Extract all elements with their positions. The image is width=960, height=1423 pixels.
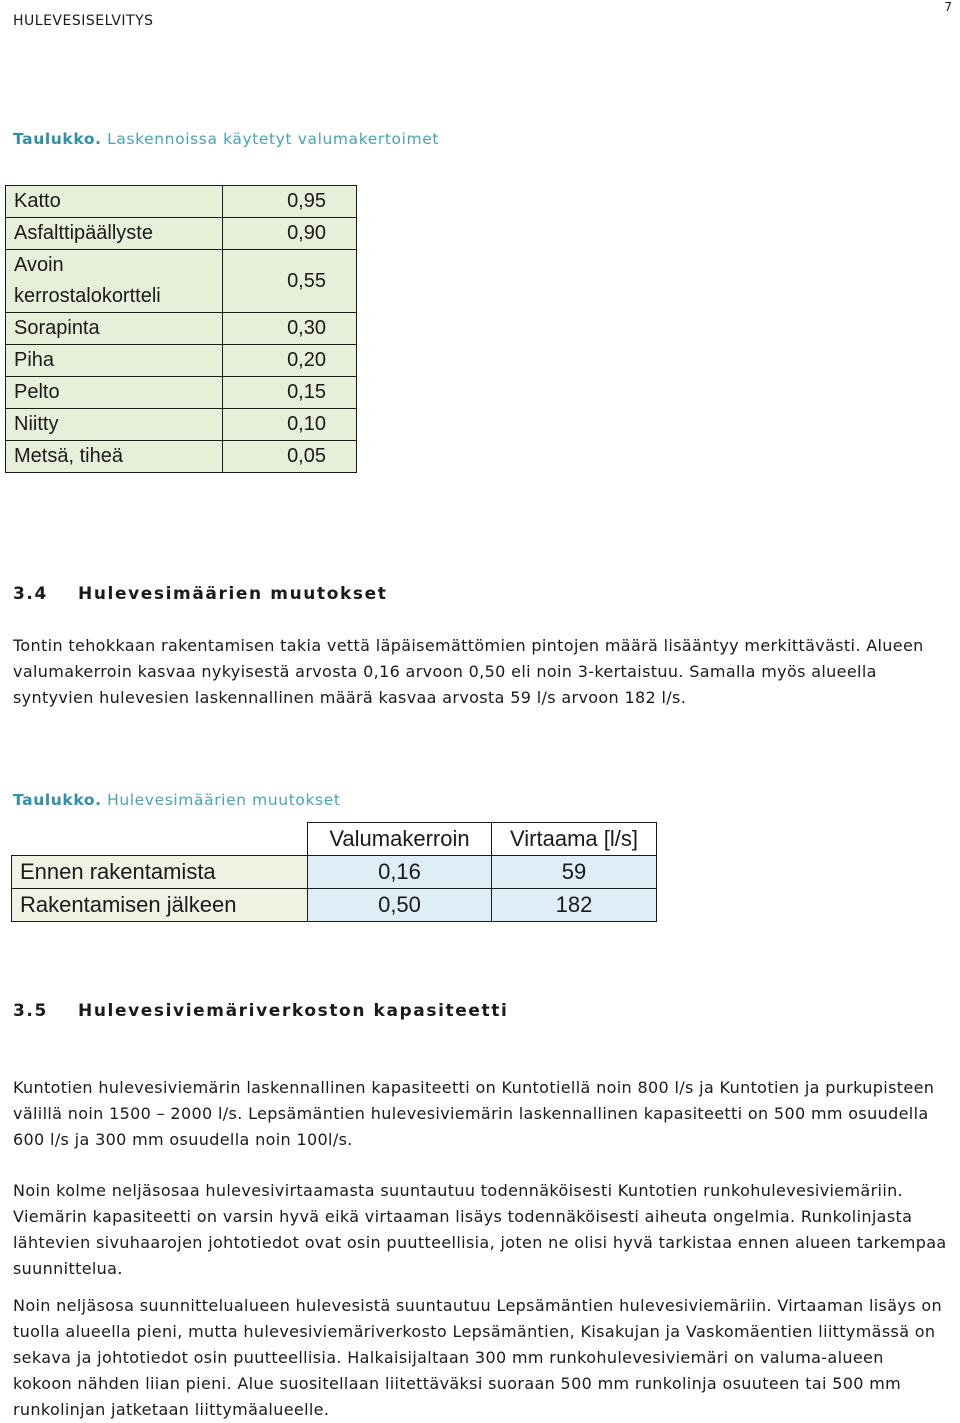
row-label: Ennen rakentamista xyxy=(12,856,308,889)
row-value: 0,90 xyxy=(223,218,357,250)
section-heading-3-4 xyxy=(13,584,387,604)
column-header: Virtaama [l/s] xyxy=(492,823,657,856)
section-heading-3-5 xyxy=(13,1001,508,1021)
row-label: Katto xyxy=(6,186,223,218)
stormwater-change-table xyxy=(11,822,657,922)
column-header: Valumakerroin xyxy=(308,823,492,856)
flow-cell: 59 xyxy=(492,856,657,889)
section-3-4-paragraph: Tontin tehokkaan rakentamisen takia vettä läpäisemättömien pintojen määrä lisääntyy merkittävästi. Alueen valumakerroin kasvaa nykyisestä arvosta 0,16 arvoon 0,50 eli noin 3-kertaistuu. Samalla myös alueella syntyvien hulevesien laskennallinen määrä kasvaa arvosta 59 l/s arvoon 182 l/s. xyxy=(13,636,924,707)
row-label: Rakentamisen jälkeen xyxy=(12,889,308,922)
table2-caption-text: Hulevesimäärien muutokset xyxy=(101,791,341,809)
flow-cell: 182 xyxy=(492,889,657,922)
row-label: Niitty xyxy=(6,409,223,441)
row-label: Asfalttipäällyste xyxy=(6,218,223,250)
page-number: 7 xyxy=(944,0,952,14)
section-title: Hulevesiviemäriverkoston kapasiteetti xyxy=(78,1001,509,1021)
table-row xyxy=(6,377,357,409)
section-number: 3.5 xyxy=(13,1001,48,1021)
table-row xyxy=(6,441,357,473)
row-label: Piha xyxy=(6,345,223,377)
table-header-row xyxy=(12,823,657,856)
row-value: 0,95 xyxy=(223,186,357,218)
table-row xyxy=(12,889,657,922)
row-label: Sorapinta xyxy=(6,313,223,345)
table-row xyxy=(6,218,357,250)
coefficient-cell: 0,50 xyxy=(308,889,492,922)
table1-caption-text: Laskennoissa käytetyt valumakertoimet xyxy=(101,130,440,148)
row-label: Pelto xyxy=(6,377,223,409)
runoff-coefficient-table xyxy=(5,185,357,473)
table-row xyxy=(6,409,357,441)
section-number: 3.4 xyxy=(13,584,48,604)
row-value: 0,15 xyxy=(223,377,357,409)
section-3-5-paragraph-1: Kuntotien hulevesiviemärin laskennallinen kapasiteetti on Kuntotiellä noin 800 l/s ja Kuntotien ja purkupisteen välillä noin 1500 – 2000 l/s. Lepsämäntien hulevesiviemärin laskennallinen kapasiteetti on 500 mm osuudella 600 l/s ja 300 mm osuudella noin 100l/s. xyxy=(13,1078,935,1149)
table1-caption xyxy=(13,130,439,148)
table-row xyxy=(6,186,357,218)
section-3-5-paragraph-3: Noin neljäsosa suunnittelualueen hulevesistä suuntautuu Lepsämäntien hulevesiviemäriin. Virtaaman lisäys on tuolla alueella pieni, mutta hulevesiviemäriverkosto Lepsämäntien, Kisakujan ja Vaskomäentien liittymässä on sekava ja johtotiedot osin puutteellisia. Halkaisijaltaan 300 mm runkohulevesiviemäri on valuma-alueen kokoon nähden liian pieni. Alue suositellaan liitettäväksi suoraan 500 mm runkolinja osuuteen tai 500 mm runkolinjan jatketaan liittymäalueelle. xyxy=(13,1296,942,1419)
row-value: 0,10 xyxy=(223,409,357,441)
table-row xyxy=(6,250,357,313)
table1-caption-lead: Taulukko. xyxy=(13,130,102,148)
section-3-5-paragraph-2: Noin kolme neljäsosaa hulevesivirtaamasta suuntautuu todennäköisesti Kuntotien runkohulevesiviemäriin. Viemärin kapasiteetti on varsin hyvä eikä virtaaman lisäys todennäköisesti aiheuta ongelmia. Runkolinjasta lähtevien sivuhaarojen johtotiedot ovat osin puutteellisia, joten ne olisi hyvä tarkistaa ennen alueen tarkempaa suunnittelua. xyxy=(13,1181,947,1278)
running-header: HULEVESISELVITYS xyxy=(13,13,154,29)
coefficient-cell: 0,16 xyxy=(308,856,492,889)
row-value: 0,30 xyxy=(223,313,357,345)
table2-caption xyxy=(13,791,341,809)
row-value: 0,05 xyxy=(223,441,357,473)
row-label: Metsä, tiheä xyxy=(6,441,223,473)
header-empty-cell xyxy=(12,823,308,856)
row-value: 0,20 xyxy=(223,345,357,377)
table2-caption-lead: Taulukko. xyxy=(13,791,102,809)
row-value: 0,55 xyxy=(223,250,357,313)
table-row xyxy=(6,345,357,377)
section-title: Hulevesimäärien muutokset xyxy=(78,584,388,604)
table-row xyxy=(6,313,357,345)
row-label: Avoin kerrostalokortteli xyxy=(6,250,223,313)
table-row xyxy=(12,856,657,889)
